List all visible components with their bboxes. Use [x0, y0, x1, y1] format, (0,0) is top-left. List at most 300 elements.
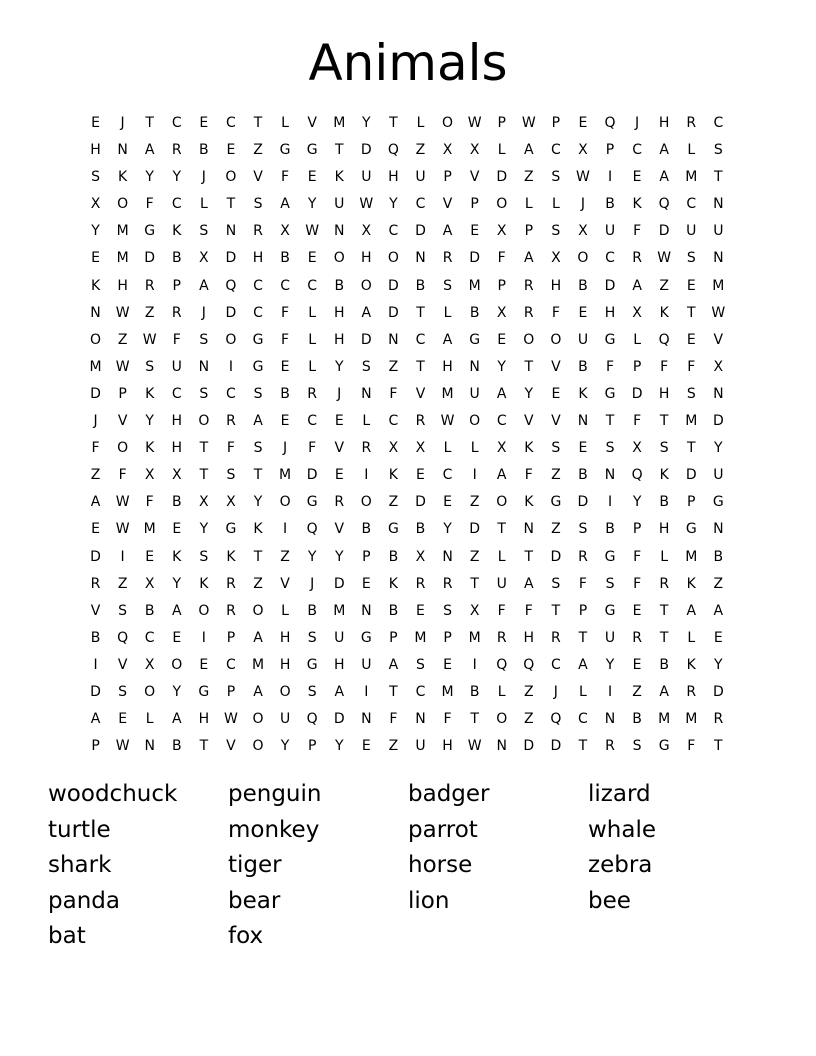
grid-letter[interactable]: H — [442, 738, 453, 755]
grid-letter[interactable]: C — [605, 250, 615, 267]
grid-letter[interactable]: I — [607, 683, 613, 700]
grid-letter[interactable]: T — [524, 358, 534, 375]
grid-letter[interactable]: F — [389, 711, 398, 728]
grid-letter[interactable]: T — [334, 142, 344, 159]
grid-letter[interactable]: S — [91, 169, 100, 186]
grid-letter[interactable]: E — [361, 738, 371, 755]
grid-letter[interactable]: C — [307, 413, 318, 430]
grid-letter[interactable]: M — [333, 115, 346, 131]
grid-letter[interactable]: A — [659, 142, 669, 159]
grid-letter[interactable]: D — [225, 304, 237, 321]
grid-letter[interactable]: U — [604, 223, 616, 240]
grid-letter[interactable]: Z — [659, 277, 669, 294]
grid-letter[interactable]: G — [198, 683, 210, 700]
grid-letter[interactable]: V — [334, 440, 345, 457]
grid-letter[interactable]: N — [469, 358, 480, 375]
grid-letter[interactable]: N — [523, 521, 535, 538]
grid-letter[interactable]: M — [712, 277, 725, 294]
grid-letter[interactable]: M — [116, 250, 129, 267]
grid-letter[interactable]: B — [90, 629, 101, 646]
grid-letter[interactable]: S — [307, 683, 317, 700]
grid-letter[interactable]: O — [333, 250, 345, 267]
grid-letter[interactable]: B — [171, 494, 182, 511]
grid-letter[interactable]: L — [497, 142, 506, 159]
grid-letter[interactable]: I — [472, 467, 477, 484]
grid-letter[interactable]: O — [198, 602, 210, 619]
grid-letter[interactable]: F — [633, 548, 642, 565]
grid-letter[interactable]: T — [578, 629, 588, 646]
grid-letter[interactable]: R — [578, 548, 588, 565]
grid-letter[interactable]: Y — [280, 738, 290, 755]
grid-letter[interactable]: A — [496, 467, 507, 484]
grid-letter[interactable]: E — [416, 467, 425, 484]
grid-letter[interactable]: Y — [172, 683, 182, 700]
grid-letter[interactable]: I — [607, 169, 613, 186]
grid-letter[interactable]: Q — [658, 196, 670, 213]
grid-letter[interactable]: Y — [443, 521, 452, 538]
grid-letter[interactable]: D — [712, 413, 724, 430]
grid-letter[interactable]: L — [416, 115, 425, 131]
grid-letter[interactable]: T — [416, 304, 425, 321]
grid-letter[interactable]: S — [551, 440, 561, 457]
grid-letter[interactable]: T — [497, 521, 506, 538]
grid-letter[interactable]: Z — [280, 548, 290, 565]
grid-letter[interactable]: J — [635, 115, 640, 131]
grid-letter[interactable]: R — [632, 629, 642, 646]
grid-letter[interactable]: M — [685, 711, 698, 728]
grid-letter[interactable]: N — [415, 711, 426, 728]
grid-letter[interactable]: I — [120, 548, 125, 565]
grid-letter[interactable]: S — [145, 358, 155, 375]
grid-letter[interactable]: T — [470, 575, 479, 592]
grid-letter[interactable]: O — [550, 331, 562, 348]
grid-letter[interactable]: S — [551, 169, 561, 186]
grid-letter[interactable]: J — [553, 683, 558, 700]
grid-letter[interactable]: R — [226, 575, 236, 592]
grid-letter[interactable]: F — [524, 602, 533, 619]
grid-letter[interactable]: E — [497, 331, 507, 348]
grid-letter[interactable]: N — [713, 196, 724, 213]
grid-letter[interactable]: Z — [253, 142, 263, 159]
grid-letter[interactable]: R — [686, 115, 697, 131]
grid-letter[interactable]: R — [171, 304, 182, 321]
grid-letter[interactable]: N — [198, 358, 210, 375]
grid-letter[interactable]: A — [90, 711, 101, 728]
grid-letter[interactable]: C — [144, 629, 155, 646]
grid-letter[interactable]: O — [252, 602, 264, 619]
grid-letter[interactable]: U — [334, 629, 345, 646]
grid-letter[interactable]: C — [171, 115, 182, 131]
grid-letter[interactable]: M — [441, 385, 454, 402]
grid-letter[interactable]: Z — [117, 331, 128, 348]
grid-letter[interactable]: E — [199, 656, 209, 673]
grid-letter[interactable]: R — [713, 711, 724, 728]
grid-letter[interactable]: P — [307, 738, 317, 755]
grid-letter[interactable]: N — [496, 738, 507, 755]
grid-letter[interactable]: R — [551, 629, 561, 646]
grid-letter[interactable]: E — [632, 602, 642, 619]
grid-letter[interactable]: H — [658, 521, 670, 538]
grid-letter[interactable]: I — [283, 521, 288, 538]
grid-letter[interactable]: A — [199, 277, 209, 294]
grid-letter[interactable]: F — [172, 331, 181, 348]
grid-letter[interactable]: L — [497, 548, 506, 565]
grid-letter[interactable]: O — [252, 711, 264, 728]
grid-letter[interactable]: E — [443, 494, 452, 511]
grid-letter[interactable]: Y — [497, 358, 506, 375]
grid-letter[interactable]: T — [199, 738, 209, 755]
grid-letter[interactable]: C — [578, 711, 588, 728]
grid-letter[interactable]: B — [578, 277, 588, 294]
grid-letter[interactable]: N — [90, 304, 101, 321]
grid-letter[interactable]: A — [171, 711, 182, 728]
grid-letter[interactable]: D — [360, 331, 372, 348]
grid-letter[interactable]: S — [253, 440, 263, 457]
grid-letter[interactable]: U — [713, 223, 724, 240]
grid-letter[interactable]: Y — [524, 385, 534, 402]
grid-letter[interactable]: E — [551, 385, 561, 402]
grid-letter[interactable]: I — [93, 656, 98, 673]
grid-letter[interactable]: V — [334, 521, 345, 538]
grid-letter[interactable]: M — [333, 602, 346, 619]
grid-letter[interactable]: R — [442, 250, 453, 267]
grid-letter[interactable]: N — [577, 413, 589, 430]
grid-letter[interactable]: K — [226, 548, 236, 565]
grid-letter[interactable]: K — [686, 656, 696, 673]
grid-letter[interactable]: H — [198, 711, 210, 728]
grid-letter[interactable]: Q — [306, 521, 318, 538]
grid-letter[interactable]: T — [714, 169, 723, 186]
grid-letter[interactable]: H — [523, 629, 535, 646]
grid-letter[interactable]: H — [279, 656, 291, 673]
grid-letter[interactable]: S — [253, 385, 263, 402]
grid-letter[interactable]: E — [145, 548, 155, 565]
grid-letter[interactable]: Y — [334, 358, 344, 375]
grid-letter[interactable]: V — [551, 358, 561, 375]
grid-letter[interactable]: U — [577, 331, 589, 348]
grid-letter[interactable]: Q — [387, 142, 399, 159]
grid-letter[interactable]: D — [415, 494, 426, 511]
grid-letter[interactable]: V — [226, 738, 236, 755]
grid-letter[interactable]: T — [470, 711, 479, 728]
grid-letter[interactable]: I — [364, 683, 369, 700]
grid-letter[interactable]: S — [713, 142, 723, 159]
grid-letter[interactable]: E — [91, 250, 100, 267]
grid-letter[interactable]: R — [415, 575, 426, 592]
grid-letter[interactable]: L — [551, 196, 560, 213]
grid-letter[interactable]: F — [605, 358, 615, 375]
grid-letter[interactable]: G — [279, 142, 291, 159]
grid-letter[interactable]: G — [604, 385, 616, 402]
grid-letter[interactable]: Y — [389, 196, 398, 213]
grid-letter[interactable]: E — [91, 115, 100, 131]
grid-letter[interactable]: P — [443, 629, 452, 646]
grid-letter[interactable]: D — [225, 250, 237, 267]
grid-letter[interactable]: T — [199, 467, 209, 484]
grid-letter[interactable]: W — [142, 331, 157, 348]
grid-letter[interactable]: A — [496, 385, 507, 402]
grid-letter[interactable]: C — [686, 196, 697, 213]
grid-letter[interactable]: D — [90, 385, 101, 402]
grid-letter[interactable]: D — [388, 304, 399, 321]
grid-letter[interactable]: H — [252, 250, 264, 267]
grid-letter[interactable]: E — [632, 656, 642, 673]
grid-letter[interactable]: O — [225, 331, 237, 348]
grid-letter[interactable]: L — [281, 602, 289, 619]
grid-letter[interactable]: D — [469, 250, 481, 267]
grid-letter[interactable]: X — [280, 223, 290, 240]
grid-letter[interactable]: F — [497, 250, 506, 267]
grid-letter[interactable]: S — [551, 575, 561, 592]
grid-letter[interactable]: K — [659, 467, 669, 484]
grid-letter[interactable]: K — [172, 223, 182, 240]
grid-letter[interactable]: D — [90, 548, 101, 565]
grid-letter[interactable]: K — [118, 169, 128, 186]
grid-letter[interactable]: T — [659, 413, 669, 430]
grid-letter[interactable]: L — [362, 413, 371, 430]
grid-letter[interactable]: W — [115, 738, 130, 755]
grid-letter[interactable]: C — [253, 304, 263, 321]
grid-letter[interactable]: M — [89, 358, 102, 375]
grid-letter[interactable]: L — [633, 331, 641, 348]
grid-letter[interactable]: T — [605, 413, 615, 430]
grid-letter[interactable]: E — [686, 277, 696, 294]
grid-letter[interactable]: I — [607, 494, 613, 511]
grid-letter[interactable]: O — [144, 683, 156, 700]
grid-letter[interactable]: S — [686, 250, 696, 267]
grid-letter[interactable]: T — [714, 738, 723, 755]
grid-letter[interactable]: S — [551, 223, 561, 240]
grid-letter[interactable]: P — [226, 629, 236, 646]
grid-letter[interactable]: O — [496, 711, 508, 728]
grid-letter[interactable]: I — [472, 656, 477, 673]
grid-letter[interactable]: G — [658, 738, 670, 755]
grid-letter[interactable]: S — [226, 467, 236, 484]
grid-letter[interactable]: O — [225, 169, 237, 186]
grid-letter[interactable]: Z — [523, 683, 534, 700]
grid-letter[interactable]: Z — [551, 467, 561, 484]
grid-letter[interactable]: B — [605, 196, 615, 213]
grid-letter[interactable]: A — [659, 169, 669, 186]
grid-letter[interactable]: X — [144, 575, 155, 592]
grid-letter[interactable]: X — [199, 494, 209, 511]
grid-letter[interactable]: U — [361, 169, 372, 186]
grid-letter[interactable]: M — [685, 169, 698, 186]
grid-letter[interactable]: E — [361, 575, 371, 592]
grid-letter[interactable]: B — [388, 602, 399, 619]
grid-letter[interactable]: Y — [307, 548, 317, 565]
grid-letter[interactable]: G — [550, 494, 562, 511]
grid-letter[interactable]: D — [658, 223, 670, 240]
grid-letter[interactable]: M — [279, 467, 292, 484]
grid-letter[interactable]: A — [524, 250, 534, 267]
grid-letter[interactable]: J — [337, 385, 342, 402]
grid-letter[interactable]: X — [388, 440, 399, 457]
grid-letter[interactable]: A — [388, 656, 399, 673]
grid-letter[interactable]: N — [144, 738, 155, 755]
grid-letter[interactable]: F — [443, 711, 452, 728]
grid-letter[interactable]: P — [687, 494, 696, 511]
grid-letter[interactable]: A — [253, 683, 263, 700]
grid-letter[interactable]: J — [310, 575, 315, 592]
grid-letter[interactable]: U — [415, 169, 426, 186]
grid-letter[interactable]: Z — [253, 575, 263, 592]
grid-letter[interactable]: F — [524, 467, 533, 484]
grid-letter[interactable]: G — [360, 629, 372, 646]
grid-letter[interactable]: D — [631, 385, 643, 402]
grid-letter[interactable]: O — [360, 277, 372, 294]
grid-letter[interactable]: F — [633, 575, 642, 592]
grid-letter[interactable]: R — [144, 277, 155, 294]
grid-letter[interactable]: Z — [523, 711, 534, 728]
grid-letter[interactable]: C — [171, 385, 182, 402]
grid-letter[interactable]: H — [550, 277, 562, 294]
grid-letter[interactable]: W — [115, 358, 130, 375]
grid-letter[interactable]: K — [145, 440, 155, 457]
grid-letter[interactable]: D — [333, 575, 345, 592]
grid-letter[interactable]: G — [469, 331, 481, 348]
grid-letter[interactable]: G — [225, 521, 237, 538]
grid-letter[interactable]: W — [440, 413, 455, 430]
grid-letter[interactable]: B — [578, 467, 588, 484]
grid-letter[interactable]: I — [364, 467, 369, 484]
grid-letter[interactable]: G — [685, 521, 697, 538]
grid-letter[interactable]: C — [280, 277, 290, 294]
grid-letter[interactable]: C — [415, 331, 426, 348]
grid-letter[interactable]: A — [659, 683, 669, 700]
grid-letter[interactable]: R — [659, 575, 670, 592]
grid-letter[interactable]: N — [713, 250, 724, 267]
grid-letter[interactable]: X — [199, 250, 209, 267]
grid-letter[interactable]: Y — [632, 494, 642, 511]
grid-letter[interactable]: P — [362, 548, 371, 565]
grid-letter[interactable]: N — [117, 142, 128, 159]
grid-letter[interactable]: Y — [145, 413, 154, 430]
grid-letter[interactable]: F — [389, 385, 398, 402]
grid-letter[interactable]: C — [550, 656, 561, 673]
grid-letter[interactable]: D — [469, 521, 481, 538]
grid-letter[interactable]: P — [118, 385, 127, 402]
grid-letter[interactable]: O — [387, 250, 399, 267]
grid-letter[interactable]: H — [279, 629, 291, 646]
grid-letter[interactable]: K — [578, 385, 588, 402]
grid-letter[interactable]: O — [279, 494, 291, 511]
grid-letter[interactable]: F — [551, 304, 560, 321]
grid-letter[interactable]: E — [578, 115, 588, 131]
grid-letter[interactable]: L — [687, 629, 696, 646]
grid-letter[interactable]: E — [91, 521, 100, 538]
grid-letter[interactable]: K — [253, 521, 263, 538]
grid-letter[interactable]: C — [632, 142, 642, 159]
grid-letter[interactable]: C — [307, 277, 318, 294]
grid-letter[interactable]: N — [361, 385, 372, 402]
grid-letter[interactable]: U — [415, 738, 426, 755]
grid-letter[interactable]: W — [359, 196, 374, 213]
grid-letter[interactable]: P — [632, 521, 642, 538]
grid-letter[interactable]: V — [307, 115, 317, 131]
grid-letter[interactable]: K — [524, 494, 534, 511]
grid-letter[interactable]: E — [578, 304, 588, 321]
grid-letter[interactable]: S — [361, 358, 371, 375]
grid-letter[interactable]: T — [686, 440, 696, 457]
grid-letter[interactable]: E — [199, 115, 209, 131]
grid-letter[interactable]: L — [308, 331, 317, 348]
grid-letter[interactable]: V — [551, 413, 561, 430]
grid-letter[interactable]: T — [253, 115, 263, 131]
grid-letter[interactable]: J — [201, 304, 206, 321]
grid-letter[interactable]: O — [90, 331, 102, 348]
grid-letter[interactable]: H — [171, 413, 183, 430]
grid-letter[interactable]: K — [388, 575, 398, 592]
grid-letter[interactable]: B — [280, 250, 290, 267]
grid-letter[interactable]: Y — [253, 494, 263, 511]
grid-letter[interactable]: Z — [144, 304, 155, 321]
grid-letter[interactable]: R — [226, 413, 236, 430]
grid-letter[interactable]: V — [90, 602, 101, 619]
grid-letter[interactable]: H — [604, 304, 616, 321]
grid-letter[interactable]: O — [117, 440, 129, 457]
grid-letter[interactable]: P — [389, 629, 398, 646]
grid-letter[interactable]: E — [280, 358, 290, 375]
grid-letter[interactable]: Q — [550, 711, 562, 728]
grid-letter[interactable]: F — [687, 358, 696, 375]
grid-letter[interactable]: X — [632, 440, 642, 457]
grid-letter[interactable]: F — [633, 413, 642, 430]
grid-letter[interactable]: Z — [469, 494, 480, 511]
grid-letter[interactable]: R — [523, 277, 534, 294]
grid-letter[interactable]: F — [145, 494, 154, 511]
grid-letter[interactable]: U — [686, 223, 697, 240]
grid-letter[interactable]: O — [469, 413, 481, 430]
grid-letter[interactable]: N — [361, 711, 372, 728]
grid-letter[interactable]: F — [633, 223, 642, 240]
grid-letter[interactable]: M — [441, 683, 454, 700]
grid-letter[interactable]: W — [657, 250, 672, 267]
grid-letter[interactable]: G — [387, 521, 399, 538]
grid-letter[interactable]: B — [144, 602, 155, 619]
grid-letter[interactable]: D — [550, 738, 562, 755]
grid-letter[interactable]: P — [443, 169, 452, 186]
grid-letter[interactable]: U — [361, 656, 372, 673]
grid-letter[interactable]: X — [361, 223, 372, 240]
grid-letter[interactable]: M — [143, 521, 156, 538]
grid-letter[interactable]: H — [361, 250, 372, 267]
grid-letter[interactable]: Q — [523, 656, 535, 673]
grid-letter[interactable]: E — [713, 629, 723, 646]
grid-letter[interactable]: Y — [199, 521, 209, 538]
grid-letter[interactable]: H — [442, 358, 453, 375]
grid-letter[interactable]: H — [658, 115, 670, 131]
grid-letter[interactable]: T — [226, 196, 236, 213]
grid-letter[interactable]: T — [551, 602, 561, 619]
grid-letter[interactable]: S — [199, 331, 209, 348]
grid-letter[interactable]: A — [632, 277, 642, 294]
grid-letter[interactable]: E — [307, 250, 317, 267]
grid-letter[interactable]: E — [416, 602, 425, 619]
grid-letter[interactable]: R — [253, 223, 263, 240]
grid-letter[interactable]: O — [279, 683, 291, 700]
grid-letter[interactable]: U — [334, 196, 345, 213]
grid-letter[interactable]: V — [713, 331, 724, 348]
grid-letter[interactable]: O — [442, 115, 454, 131]
grid-letter[interactable]: C — [253, 277, 263, 294]
grid-letter[interactable]: F — [145, 196, 154, 213]
grid-letter[interactable]: D — [685, 467, 697, 484]
grid-letter[interactable]: S — [686, 385, 696, 402]
grid-letter[interactable]: D — [415, 223, 426, 240]
grid-letter[interactable]: A — [361, 304, 372, 321]
grid-letter[interactable]: U — [713, 467, 724, 484]
